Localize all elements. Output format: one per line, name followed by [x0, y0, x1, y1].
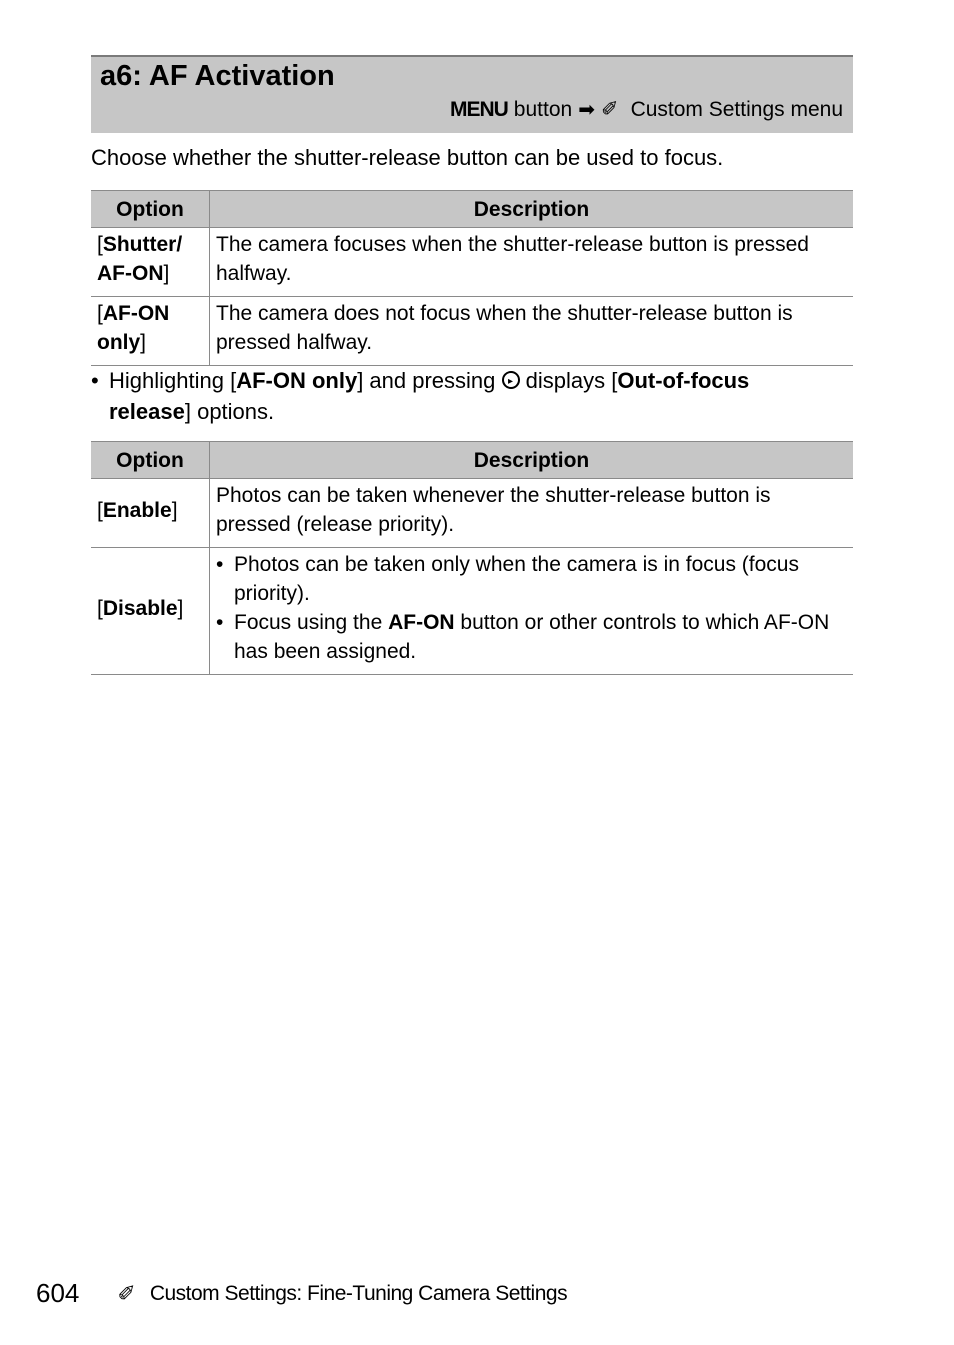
bullet-text: Highlighting [: [109, 368, 237, 393]
list-item-text: button or other controls to which AF-ON has been assigned.: [234, 611, 830, 663]
bullet-text: ] and pressing: [357, 368, 502, 393]
bracket-open: [: [97, 498, 103, 522]
bracket-close: ]: [177, 596, 184, 620]
bullet-text: ] options.: [184, 399, 275, 424]
menu-button-icon: MENU: [449, 97, 508, 121]
column-header-option: Option: [91, 442, 210, 479]
bracket-open: [: [97, 233, 103, 256]
column-header-description: Description: [210, 191, 854, 228]
description-list: [216, 550, 847, 666]
menu-path-button-text: button: [513, 97, 573, 121]
option-cell: [91, 228, 210, 297]
option-name: Shutter/ AF-ON: [97, 233, 183, 285]
page-footer: [36, 1278, 567, 1309]
page-number: 604: [36, 1278, 80, 1308]
description-cell: The camera focuses when the shutter-release button is pressed halfway.: [210, 228, 854, 297]
bullet-note: [91, 365, 831, 427]
pencil-icon: ✐: [600, 98, 619, 121]
menu-path-menu-name: Custom Settings menu: [630, 97, 843, 121]
intro-text: Choose whether the shutter-release button can be used to focus.: [91, 145, 724, 170]
options-table-out-of-focus-release: [91, 441, 853, 675]
column-header-option: Option: [91, 191, 210, 228]
bullet-dot: •: [91, 368, 99, 393]
bracket-open: [: [97, 302, 103, 325]
bracket-open: [: [97, 596, 103, 620]
multi-selector-right-icon: ▸: [502, 371, 520, 389]
list-item: [216, 550, 847, 608]
section-header: [91, 55, 853, 133]
description-cell: [210, 548, 854, 675]
footer-section-title: Custom Settings: Fine-Tuning Camera Settings: [149, 1281, 568, 1305]
option-name: Enable: [102, 498, 172, 522]
arrow-right-icon: ➡: [578, 99, 595, 121]
list-item-text: Photos can be taken only when the camera is in focus (focus priority).: [234, 553, 799, 605]
bullet-text: displays [: [519, 368, 618, 393]
table-row: [91, 228, 853, 297]
bullet-bold-text: AF-ON only: [236, 368, 358, 393]
table-header-row: [91, 442, 853, 479]
list-item-bold-text: AF-ON: [388, 611, 455, 634]
bullet-dot: •: [216, 611, 224, 634]
bracket-close: ]: [140, 331, 147, 354]
bracket-close: ]: [163, 262, 170, 285]
list-item-text: Focus using the: [234, 611, 389, 634]
option-cell: [91, 297, 210, 366]
menu-path: [450, 97, 843, 122]
table-header-row: [91, 191, 853, 228]
options-table-af-activation: [91, 190, 853, 366]
table-row: [91, 479, 853, 548]
bullet-bold-text: Out-of-focus release: [109, 368, 750, 424]
option-name: AF-ON only: [97, 302, 170, 354]
list-item: [216, 608, 847, 666]
pencil-icon: ✐: [117, 1280, 136, 1306]
option-name: Disable: [102, 596, 178, 620]
bullet-dot: •: [216, 553, 224, 576]
table-row: [91, 297, 853, 366]
option-cell: [91, 479, 210, 548]
description-cell: Photos can be taken whenever the shutter-release button is pressed (release priority).: [210, 479, 854, 548]
column-header-description: Description: [210, 442, 854, 479]
option-cell: [91, 548, 210, 675]
description-cell: The camera does not focus when the shutter-release button is pressed halfway.: [210, 297, 854, 366]
bracket-close: ]: [171, 498, 178, 522]
table-row: [91, 548, 853, 675]
page-title: a6: AF Activation: [100, 60, 335, 92]
